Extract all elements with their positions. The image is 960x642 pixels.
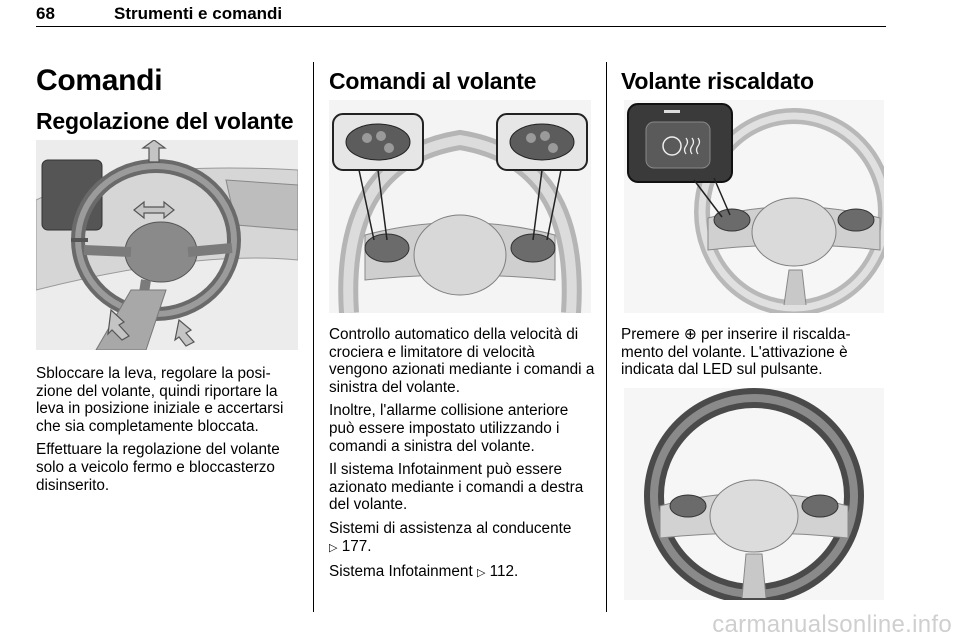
heading-comandi: Comandi — [36, 64, 163, 97]
watermark: carmanualsonline.info — [712, 611, 952, 638]
cross-reference[interactable]: Sistema Infotainment ▷ 112. — [329, 563, 519, 581]
column-divider — [313, 62, 314, 612]
header-rule — [36, 26, 886, 27]
steering-controls-illustration — [329, 100, 591, 313]
heated-wheel-button-illustration — [624, 100, 884, 313]
cross-reference[interactable]: Sistemi di assistenza al conducente ▷ 177. — [329, 519, 572, 555]
section-title: Strumenti e comandi — [114, 4, 283, 23]
col1-text — [36, 365, 300, 500]
paragraph: Controllo automatico della velocità di crociera e limitatore di velocità vengono azionati mediante i comandi a sinistra del volante. — [329, 326, 595, 396]
reference-arrow-icon: ▷ — [476, 567, 486, 580]
column-divider — [606, 62, 607, 612]
heated-wheel-illustration — [624, 388, 884, 600]
col3-text — [621, 326, 877, 385]
heading-regolazione-volante: Regolazione del volante — [36, 108, 294, 134]
heading-volante-riscaldato: Volante riscaldato — [621, 68, 814, 94]
paragraph: Premere ⊕ per inserire il riscalda-mento del volante. L'attivazione è indicata dal LED sul pulsante. — [621, 326, 851, 379]
paragraph: Inoltre, l'allarme collisione anteriore può essere impostato utilizzando i comandi a sinistra del volante. — [329, 402, 569, 455]
col2-text — [329, 326, 597, 589]
heated-steering-wheel-icon: ⊕ — [683, 326, 697, 343]
paragraph: Effettuare la regolazione del volante solo a veicolo fermo e bloccasterzo disinserito. — [36, 441, 280, 494]
reference-arrow-icon: ▷ — [329, 541, 338, 554]
page-number: 68 — [36, 4, 55, 23]
heading-comandi-al-volante: Comandi al volante — [329, 68, 537, 94]
steering-adjustment-illustration — [36, 140, 298, 350]
paragraph: Sbloccare la leva, regolare la posi-zione del volante, quindi riportare la leva in posizione iniziale e accertarsi che sia completamente bloccata. — [36, 365, 284, 435]
paragraph: Il sistema Infotainment può essere azionato mediante i comandi a destra del volante. — [329, 461, 584, 514]
